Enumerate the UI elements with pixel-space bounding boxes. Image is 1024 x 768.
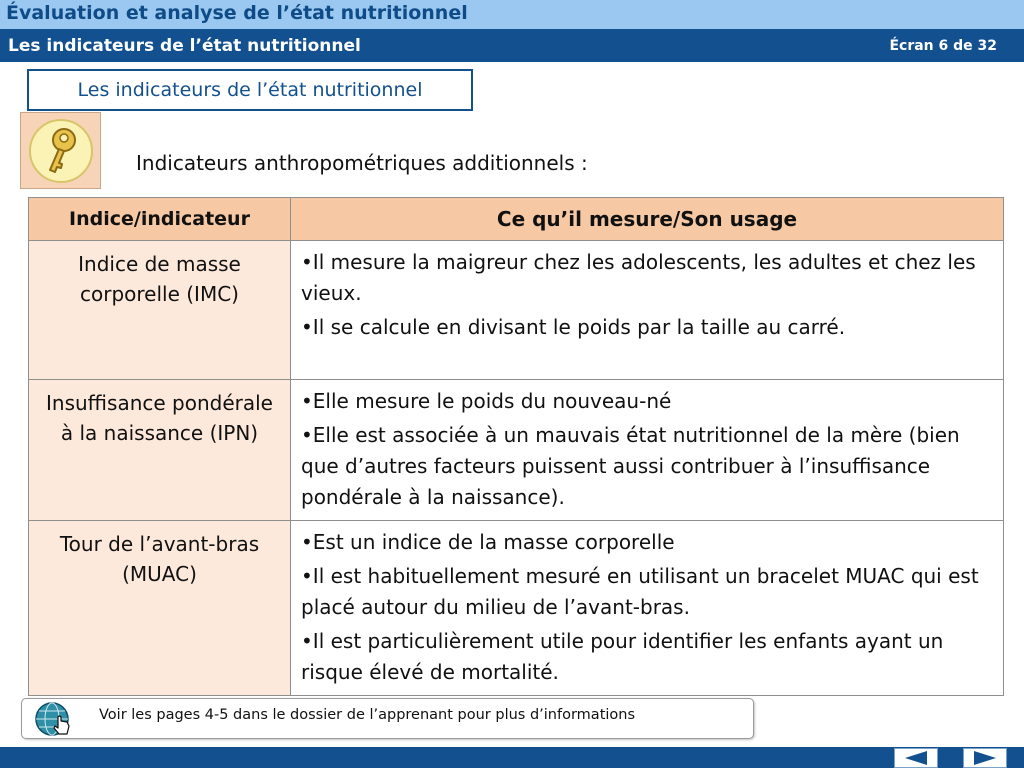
indicator-cell: Tour de l’avant-bras (MUAC) [29, 521, 291, 696]
usage-point: •Il se calcule en divisant le poids par la taille au carré. [301, 315, 846, 339]
screen-counter: Écran 6 de 32 [889, 38, 997, 54]
table-row [29, 380, 1004, 521]
intro-text: Indicateurs anthropométriques additionnels : [136, 151, 588, 175]
usage-point: •Il est particulièrement utile pour identifier les enfants ayant un risque élevé de mortalité. [301, 629, 944, 684]
course-title: Évaluation et analyse de l’état nutritionnel [0, 0, 1024, 29]
arrow-right-icon [970, 750, 1000, 766]
indicator-cell: Insuffisance pondérale à la naissance (IPN) [29, 380, 291, 521]
table-header-usage: Ce qu’il mesure/Son usage [291, 198, 1004, 241]
usage-point: •Il mesure la maigreur chez les adolescents, les adultes et chez les vieux. [301, 250, 976, 305]
indicator-cell: Indice de masse corporelle (IMC) [29, 241, 291, 380]
table-header-row [29, 198, 1004, 241]
reference-note [21, 698, 754, 739]
key-icon [28, 118, 94, 184]
usage-cell [291, 241, 1004, 380]
usage-point: •Il est habituellement mesuré en utilisant un bracelet MUAC qui est placé autour du milieu de l’avant-bras. [301, 564, 979, 619]
indicators-table [28, 197, 1004, 696]
usage-point: •Elle mesure le poids du nouveau-né [301, 389, 672, 413]
section-label: Les indicateurs de l’état nutritionnel [27, 69, 473, 111]
next-screen-button[interactable] [963, 748, 1007, 768]
table-header-indicator: Indice/indicateur [29, 198, 291, 241]
usage-point: •Est un indice de la masse corporelle [301, 530, 675, 554]
usage-cell [291, 380, 1004, 521]
table-row [29, 521, 1004, 696]
table-row [29, 241, 1004, 380]
previous-screen-button[interactable] [894, 748, 938, 768]
reference-note-text: Voir les pages 4-5 dans le dossier de l’apprenant pour plus d’informations [99, 707, 636, 723]
usage-point: •Elle est associée à un mauvais état nutritionnel de la mère (bien que d’autres facteurs puissent aussi contribuer à l’insuffisance pondérale à la naissance). [301, 423, 960, 509]
arrow-left-icon [901, 750, 931, 766]
section-title: Les indicateurs de l’état nutritionnel [8, 36, 361, 56]
bottom-bar [0, 747, 1024, 768]
key-tile [20, 112, 101, 189]
globe-hand-icon[interactable] [32, 701, 76, 737]
usage-cell [291, 521, 1004, 696]
section-title-bar [0, 29, 1024, 62]
